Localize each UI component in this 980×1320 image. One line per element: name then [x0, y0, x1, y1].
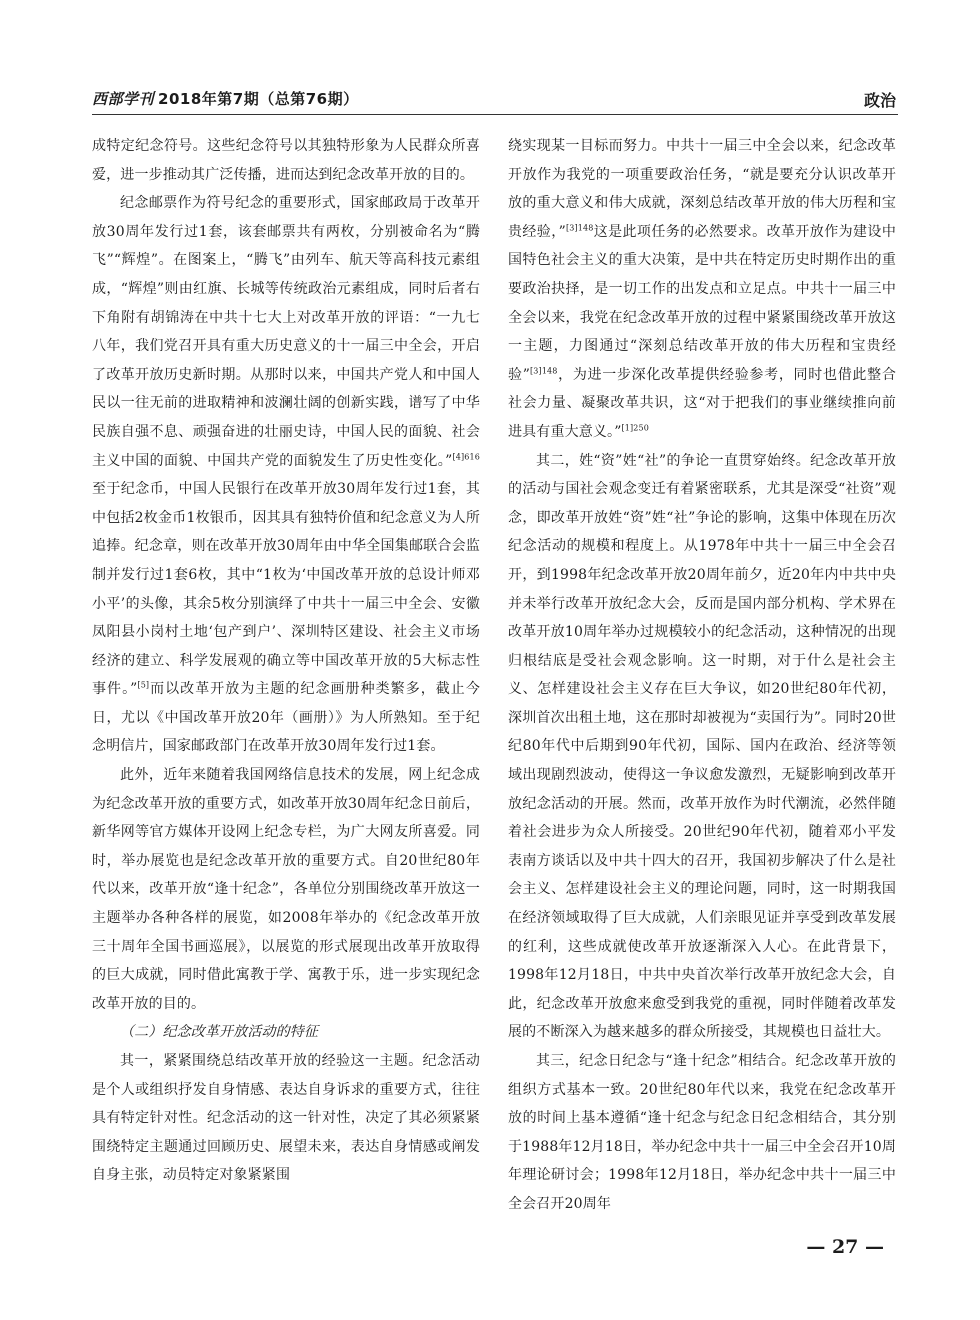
right-column	[508, 132, 896, 1219]
citation-marker: [5]	[137, 680, 150, 690]
body-paragraph: 其二，姓“资”姓“社”的争论一直贯穿始终。纪念改革开放的活动与国社会观念变迁有着紧密联系，尤其是深受“社资”观念，即改革开放姓“资”姓“社”争论的影响，这集中体现在历次纪念活动的规模和程度上。从1978年中共十一届三中全会召开，到1998年纪念改革开放20周年前夕，近20年内中共中央并未举行改革开放纪念大会，反而是国内部分机构、学术界在改革开放10周年举办过规模较小的纪念活动，这种情况的出现归根结底是受社会观念影响。这一时期，对于什么是社会主义、怎样建设社会主义存在巨大争议，如20世纪80年代初，深圳首次出租土地，这在那时却被视为“卖国行为”。同时20世纪80年代中后期到90年代初，国际、国内在政治、经济等领域出现剧烈波动，使得这一争议愈发激烈，无疑影响到改革开放纪念活动的开展。然而，改革开放作为时代潮流，必然伴随着社会进步为众人所接受。20世纪90年代初，随着邓小平发表南方谈话以及中共十四大的召开，我国初步解决了什么是社会主义、怎样建设社会主义的理论问题，同时，这一时期我国在经济领域取得了巨大成就，人们亲眼见证并享受到改革发展的红利，这些成就使改革开放逐渐深入人心。在此背景下，1998年12月18日，中共中央首次举行改革开放纪念大会，自此，纪念改革开放愈来愈受到我党的重视，同时伴随着改革发展的不断深入为越来越多的群众所接受，其规模也日益壮大。	[508, 452, 896, 1041]
journal-issue: 2018年第7期（总第76期）	[158, 90, 359, 108]
running-header	[92, 84, 898, 115]
body-paragraph	[508, 132, 896, 447]
citation-marker: [4]616	[452, 451, 480, 461]
citation-marker: [3]148	[565, 223, 594, 233]
text-run: 而以改革开放为主题的纪念画册种类繁多，截止今日，尤以《中国改革开放20年（画册）》为人所熟知。至于纪念明信片，国家邮政部门在改革开放30周年发行过1套。	[92, 681, 480, 755]
section-label: 政治	[863, 91, 896, 110]
journal-title	[92, 88, 359, 109]
text-run: 这是此项任务的必然要求。改革开放作为建设中国特色社会主义的重大决策，是中共在特定历史时期作出的重要政治抉择，是一切工作的出发点和立足点。中共十一届三中全会以来，我党在纪念改革开放的过程中紧紧围绕改革开放这一主题，力图通过“深刻总结改革开放的伟大历程和宝贵经验”	[508, 223, 896, 383]
text-run: 纪念邮票作为符号纪念的重要形式，国家邮政局于改革开放30周年发行过1套，该套邮票共有两枚，分别被命名为“腾飞”“辉煌”。在图案上，“腾飞”由列车、航天等高科技元素组成，“辉煌”则由红旗、长城等传统政治元素组成，同时后者右下角附有胡锦涛在中共十七大上对改革开放的评语：“一九七八年，我们党召开具有重大历史意义的十一届三中全会，开启了改革开放历史新时期。从那时以来，中国共产党人和中国人民以一往无前的进取精神和波澜壮阔的创新实践，谱写了中华民族自强不息、顽强奋进的壮丽史诗，中国人民的面貌、社会主义中国的面貌、中国共产党的面貌发生了历史性变化。”	[92, 195, 480, 469]
text-run: ，为进一步深化改革提供经验参考，同时也借此整合社会力量、凝聚改革共识，这“对于把我们的事业继续推向前进具有重大意义。”	[508, 366, 896, 440]
text-run: 至于纪念币，中国人民银行在改革开放30周年发行过1套，其中包括2枚金币1枚银币，因其具有独特价值和纪念意义为人所追捧。纪念章，则在改革开放30周年由中华全国集邮联合会监制并发行过1套6枚，其中“1枚为‘中国改革开放的总设计师邓小平’的头像，其余5枚分别演绎了中共十一届三中全会、安徽凤阳县小岗村土地‘包产到户’、深圳特区建设、社会主义市场经济的建立、科学发展观的确立等中国改革开放的5大标志性事件。”	[92, 481, 480, 698]
body-paragraph: 其一，紧紧围绕总结改革开放的经验这一主题。纪念活动是个人或组织抒发自身情感、表达自身诉求的重要方式，往往具有特定针对性。纪念活动的这一针对性，决定了其必须紧紧围绕特定主题通过回顾历史、展望未来，表达自身情感或阐发自身主张，动员特定对象紧紧围	[92, 1053, 480, 1184]
body-paragraph: 其三，纪念日纪念与“逢十纪念”相结合。纪念改革开放的组织方式基本一致。20世纪80年代以来，我党在纪念改革开放的时间上基本遵循“逢十纪念与纪念日纪念相结合，其分别于1988年12月18日，举办纪念中共十一届三中全会召开10周年理论研讨会；1998年12月18日，举办纪念中共十一届三中全会召开20周年	[508, 1053, 896, 1212]
text-run: 绕实现某一目标而努力。中共十一届三中全会以来，纪念改革开放作为我党的一项重要政治任务，“就是要充分认识改革开放的重大意义和伟大成就，深刻总结改革开放的伟大历程和宝贵经验，”	[508, 138, 896, 240]
journal-brand: 西部学刊	[92, 90, 155, 108]
citation-marker: [3]148	[530, 366, 558, 376]
section-subheading: （二）纪念改革开放活动的特征	[120, 1024, 319, 1041]
citation-marker: [1]250	[621, 423, 650, 433]
left-column	[92, 132, 480, 1190]
page-number: — 27 —	[806, 1236, 884, 1258]
body-paragraph: 成特定纪念符号。这些纪念符号以其独特形象为人民群众所喜爱，进一步推动其广泛传播，进而达到纪念改革开放的目的。	[92, 138, 480, 183]
body-paragraph: 此外，近年来随着我国网络信息技术的发展，网上纪念成为纪念改革开放的重要方式，如改革开放30周年纪念日前后，新华网等官方媒体开设网上纪念专栏，为广大网友所喜爱。同时，举办展览也是纪念改革开放的重要方式。自20世纪80年代以来，改革开放“逢十纪念”，各单位分别围绕改革开放这一主题举办各种各样的展览，如2008年举办的《纪念改革开放三十周年全国书画巡展》，以展览的形式展现出改革开放取得的巨大成就，同时借此寓教于学、寓教于乐，进一步实现纪念改革开放的目的。	[92, 767, 480, 1012]
body-paragraph	[92, 189, 480, 761]
